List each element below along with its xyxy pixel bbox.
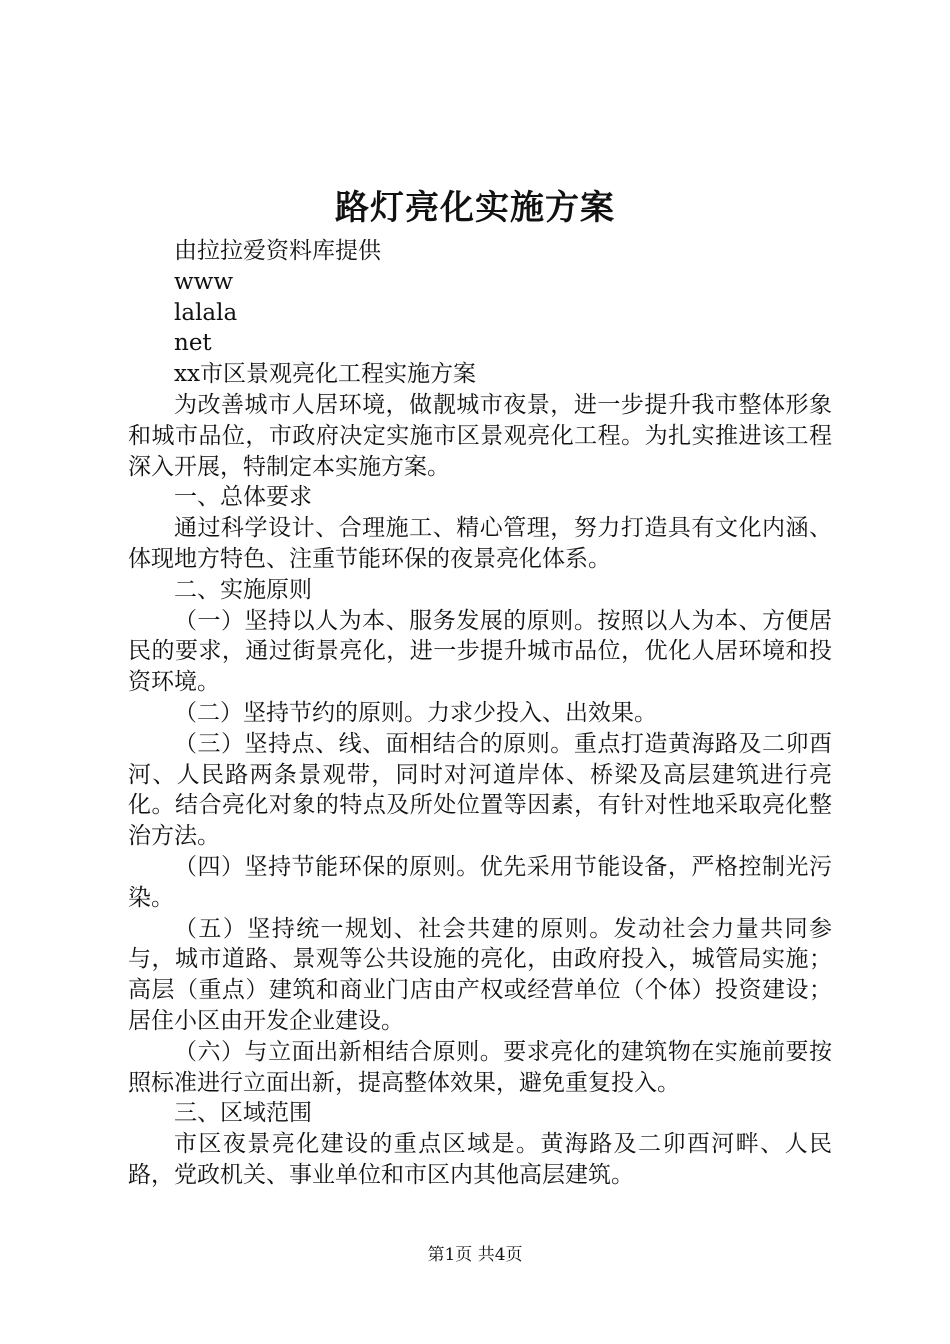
paragraph-scope: 市区夜景亮化建设的重点区域是。黄海路及二卯酉河畔、人民路，党政机关、事业单位和市区内其他高层建筑。	[128, 1131, 832, 1188]
principle-2: （二）坚持节约的原则。力求少投入、出效果。	[174, 699, 657, 726]
url-part-net: net	[174, 330, 212, 357]
section-heading-1: 一、总体要求	[174, 484, 312, 511]
url-part-www: www	[174, 268, 234, 295]
paragraph-general: 通过科学设计、合理施工、精心管理，努力打造具有文化内涵、体现地方特色、注重节能环保的夜景亮化体系。	[128, 515, 832, 572]
principle-1: （一）坚持以人为本、服务发展的原则。按照以人为本、方便居民的要求，通过街景亮化，进一步提升城市品位，优化人居环境和投资环境。	[128, 607, 832, 696]
document-body	[128, 236, 832, 1191]
intro-paragraph: 为改善城市人居环境，做靓城市夜景，进一步提升我市整体形象和城市品位，市政府决定实施市区景观亮化工程。为扎实推进该工程深入开展，特制定本实施方案。	[128, 391, 832, 480]
principle-4: （四）坚持节能环保的原则。优先采用节能设备，严格控制光污染。	[128, 853, 832, 911]
page-footer: 第1页 共4页	[427, 1245, 523, 1265]
principle-6: （六）与立面出新相结合原则。要求亮化的建筑物在实施前要按照标准进行立面出新，提高整体效果，避免重复投入。	[128, 1038, 832, 1096]
principle-5: （五）坚持统一规划、社会共建的原则。发动社会力量共同参与，城市道路、景观等公共设施的亮化，由政府投入，城管局实施；高层（重点）建筑和商业门店由产权或经营单位（个体）投资建设；居住小区由开发企业建设。	[128, 915, 832, 1034]
section-heading-2: 二、实施原则	[174, 576, 312, 603]
section-heading-3: 三、区域范围	[174, 1100, 312, 1127]
subtitle: xx市区景观亮化工程实施方案	[174, 361, 476, 388]
provider-line: 由拉拉爱资料库提供	[174, 238, 381, 264]
principle-3: （三）坚持点、线、面相结合的原则。重点打造黄海路及二卯酉河、人民路两条景观带，同时对河道岸体、桥梁及高层建筑进行亮化。结合亮化对象的特点及所处位置等因素，有针对性地采取亮化整治方法。	[128, 730, 832, 850]
url-part-lalala: lalala	[174, 299, 238, 326]
document-title: 路灯亮化实施方案	[335, 188, 615, 228]
